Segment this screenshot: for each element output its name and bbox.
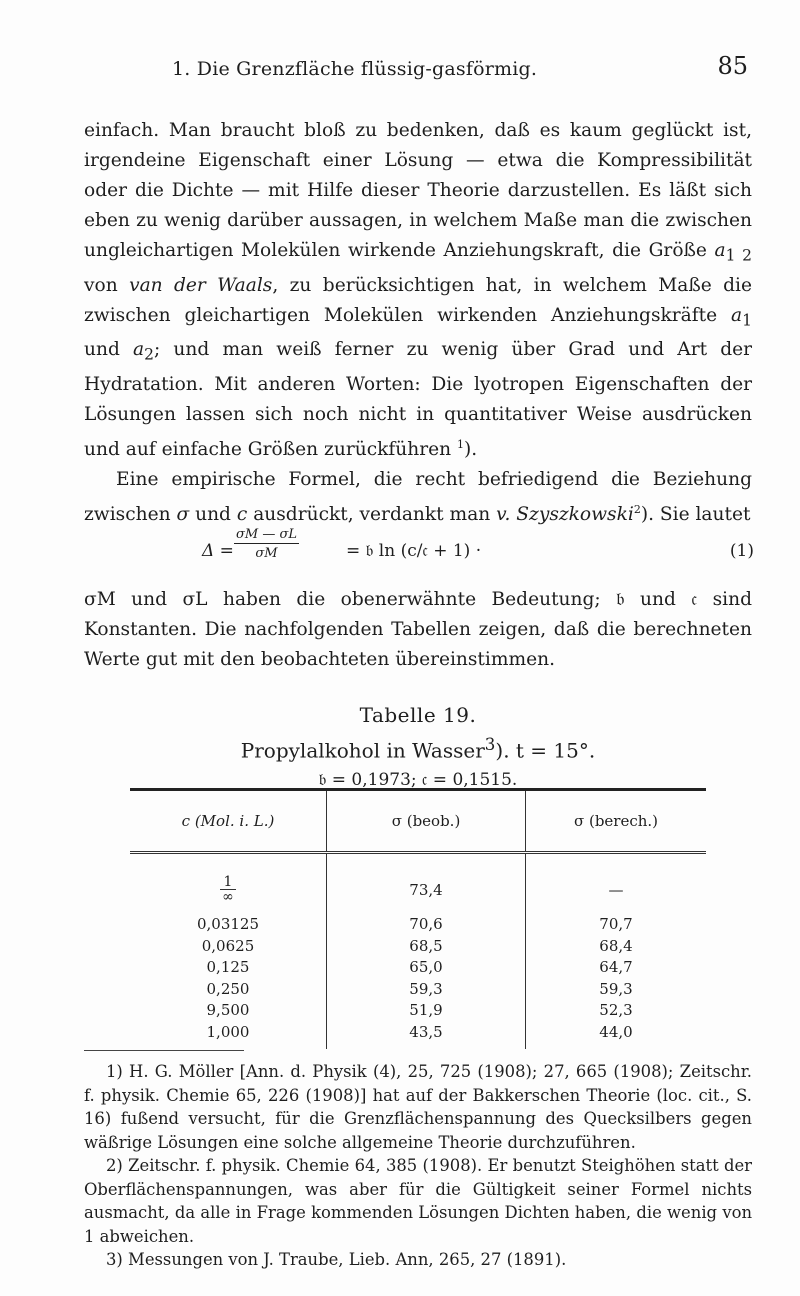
cell-calculated: 64,7	[599, 958, 633, 976]
fraction-top: 1	[220, 875, 237, 890]
cell-concentration: 0,0625	[201, 936, 255, 955]
cell-concentration: 9,500	[206, 1001, 250, 1019]
symbol-c: c	[236, 504, 248, 526]
cell-concentration: 0,250	[206, 979, 250, 998]
header-calculated: σ (berech.)	[573, 812, 659, 830]
footnote-3: 3) Messungen von J. Traube, Lieb. Ann, 265, 27 (1891).	[106, 1250, 567, 1269]
cell-observed: 73,4	[327, 853, 526, 915]
paragraph-2-text-d: ). Sie lautet	[640, 504, 751, 526]
symbol-a1-subscript: 1	[742, 311, 752, 330]
table-caption	[84, 730, 752, 766]
table-row	[130, 936, 706, 958]
footnote-separator	[84, 1050, 244, 1051]
footnote-ref-1[interactable]: 1	[456, 438, 464, 452]
data-table	[130, 788, 706, 1049]
footnotes	[84, 1060, 752, 1272]
cell-calculated: 59,3	[599, 979, 633, 998]
cell-calculated: 70,7	[599, 915, 633, 933]
footnote-1: 1) H. G. Möller [Ann. d. Physik (4), 25, 725 (1908); 27, 665 (1908); Zeitschr. f. physik. Chemie 65, 226 (1908)] hat auf der Bakkerschen Theorie (loc. cit., S. 16) fußend versucht, für die Grenzflächenspannung des Quecksilbers gegen wäßrige Lösungen eine solche allgemeine Theorie durchzuführen.	[84, 1062, 752, 1152]
cell-concentration: 0,125	[206, 958, 250, 976]
equation-1	[84, 523, 754, 583]
symbol-sigma: σ	[176, 504, 190, 526]
paragraph-3	[84, 585, 752, 675]
main-text	[84, 116, 752, 531]
fraction-denominator: σM	[255, 546, 278, 561]
paragraph-1	[84, 116, 752, 465]
cell-calculated: 68,4	[599, 936, 633, 955]
paragraph-1-text-c: , zu berücksichtigen hat, in welchem Maße die zwischen gleichartigen Molekülen wirkenden Anziehungskräfte	[84, 274, 752, 326]
table-row	[130, 979, 706, 1001]
paragraph-1-text-e: ; und man weiß ferner zu wenig über Grad und Art der Hydratation. Mit anderen Worten: Die lyotropen Eigenschaften der Lösungen lassen sich noch nicht in quantitativer Weise ausdrücken und auf einfache Größen zurückführen	[84, 339, 753, 461]
table-body	[130, 853, 706, 1050]
cell-concentration	[130, 853, 327, 915]
paragraph-1-text-d: und	[84, 339, 134, 361]
running-title: 1. Die Grenzfläche flüssig-gasförmig.	[172, 58, 538, 80]
table-row	[130, 957, 706, 979]
paragraph-2-text-c: ausdrückt, verdankt man	[247, 504, 497, 526]
equation-rhs: = 𝔟 ln (c/𝔠 + 1) ·	[346, 541, 482, 561]
table-row	[130, 1022, 706, 1050]
table-heading	[84, 700, 752, 794]
author-name: van der Waals	[129, 274, 273, 296]
symbol-a-subscript: 1 2	[725, 246, 752, 265]
table-caption-tail: ). t = 15°.	[495, 738, 596, 763]
paragraph-2-text-a: Eine empirische Formel, die recht befriedigend die Beziehung zwischen	[84, 469, 752, 526]
cell-concentration: 1,000	[206, 1022, 250, 1041]
paragraph-1-text-f: ).	[463, 439, 478, 461]
fraction-numerator: σM — σL	[236, 527, 297, 542]
cell-observed: 70,6	[327, 914, 526, 936]
symbol-a: a	[714, 240, 726, 261]
paragraph-1-text-b: von	[84, 274, 130, 296]
table-row	[130, 914, 706, 936]
equation-number: (1)	[729, 541, 754, 561]
equation-fraction	[234, 527, 299, 561]
page-number: 85	[717, 52, 748, 80]
table-row	[130, 1000, 706, 1022]
cell-observed: 59,3	[327, 979, 526, 1001]
table-header-row	[130, 790, 706, 853]
header-observed: σ (beob.)	[327, 790, 526, 853]
footnote-ref-3[interactable]: 3	[484, 735, 496, 754]
paragraph-2-text-b: und	[189, 504, 237, 526]
cell-concentration: 0,03125	[196, 915, 260, 933]
paragraph-2	[84, 465, 752, 530]
symbol-a1: a	[731, 304, 743, 326]
author-szyszkowski: v. Szyszkowski	[496, 504, 634, 526]
cell-calculated: 44,0	[599, 1022, 633, 1041]
equation-lhs: Δ =	[202, 541, 234, 561]
cell-observed: 68,5	[327, 936, 526, 958]
table-constants: 𝔟 = 0,1973; 𝔠 = 0,1515.	[318, 769, 518, 790]
cell-observed: 65,0	[327, 957, 526, 979]
cell-calculated: —	[608, 881, 624, 900]
footnote-2: 2) Zeitschr. f. physik. Chemie 64, 385 (1908). Er benutzt Steighöhen statt der Oberflächenspannungen, was aber für die Gültigkeit seiner Formel nichts ausmacht, da alle in Frage kommenden Lösungen Dichten haben, die wenig von 1 abweichen.	[84, 1156, 752, 1246]
paragraph-3-text: σM und σL haben die obenerwähnte Bedeutung; 𝔟 und 𝔠 sind Konstanten. Die nachfolgenden Tabellen zeigen, daß die berechneten Werte gut mit den beobachteten übereinstimmen.	[84, 589, 752, 670]
fraction-bottom: ∞	[222, 888, 234, 905]
one-over-infinity	[220, 875, 237, 904]
symbol-a2: a	[133, 339, 145, 361]
table-number: Tabelle 19.	[359, 703, 477, 727]
cell-calculated: 52,3	[599, 1001, 633, 1019]
header-concentration: c (Mol. i. L.)	[181, 812, 275, 830]
symbol-a2-subscript: 2	[144, 346, 154, 365]
table-caption-text: Propylalkohol in Wasser	[240, 738, 485, 763]
cell-observed: 43,5	[327, 1022, 526, 1050]
cell-observed: 51,9	[327, 1000, 526, 1022]
footnote-ref-2[interactable]: 2	[633, 503, 641, 517]
paragraph-1-text-a: einfach. Man braucht bloß zu bedenken, daß es kaum geglückt ist, irgendeine Eigenschaft einer Lösung — etwa die Kompressibilität oder die Dichte — mit Hilfe dieser Theorie darzustellen. Es läßt sich eben zu wenig darüber aussagen, in welchem Maße man die zwischen ungleichartigen Molekülen wirkende Anziehungskraft, die Größe	[84, 120, 752, 261]
table-row	[130, 853, 706, 915]
